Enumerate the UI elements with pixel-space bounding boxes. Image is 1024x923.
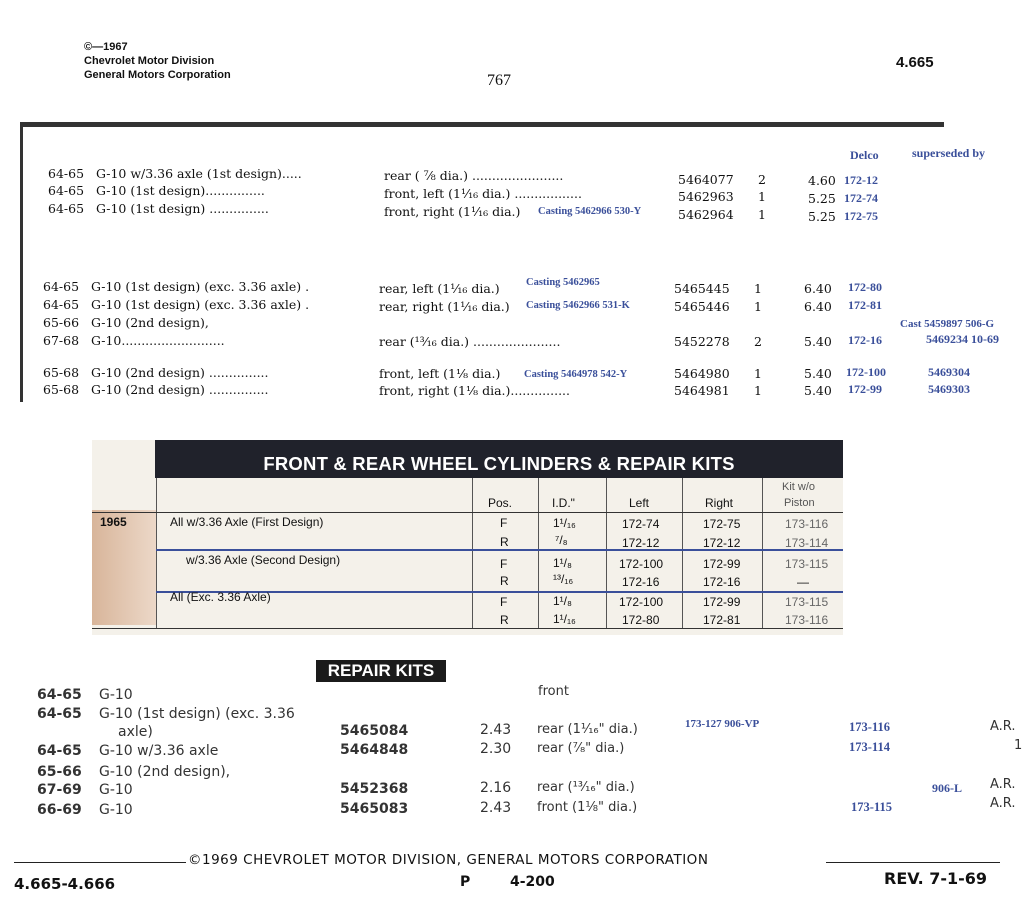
- row-qty: 1: [754, 281, 762, 296]
- row-delco: 172-99: [848, 382, 882, 396]
- wc-group-label: All (Exc. 3.36 Axle): [170, 590, 271, 604]
- row-part-number: 5452278: [674, 334, 730, 349]
- wc-cell: 172-75: [703, 517, 741, 531]
- wc-cell: R: [500, 574, 509, 588]
- rk-note: A.R.: [990, 777, 1016, 792]
- row-delco: 172-16: [848, 333, 882, 347]
- rk-price: 2.30: [480, 741, 512, 757]
- divider: [92, 628, 843, 629]
- footer-page-code: 4-200: [510, 874, 555, 890]
- rk-cast: 173-127 906-VP: [685, 718, 760, 730]
- row-delco: 172-74: [844, 191, 878, 205]
- table-frame-top: [20, 122, 944, 127]
- row-part-number: 5462963: [678, 189, 734, 204]
- wc-cell: ⁷/₈: [555, 533, 568, 547]
- copyright-block: [84, 40, 231, 82]
- row-year: 64-65: [48, 183, 85, 198]
- row-year: 65-68: [43, 365, 80, 380]
- row-position: front, left (1¹⁄₁₆ dia.) .................: [384, 186, 582, 201]
- section-number: 4.665: [896, 54, 934, 71]
- footer-copyright: ©1969 CHEVROLET MOTOR DIVISION, GENERAL MOTORS CORPORATION: [188, 852, 709, 868]
- row-price: 5.25: [808, 209, 836, 224]
- wc-cell: —: [797, 575, 809, 589]
- row-superseded: 5469234 10-69: [926, 332, 999, 346]
- row-qty: 1: [754, 299, 762, 314]
- row-part-number: 5464077: [678, 172, 734, 187]
- rk-price: 2.43: [480, 722, 512, 738]
- rk-year: 65-66: [37, 764, 82, 780]
- divider: [682, 478, 683, 628]
- rk-desc: rear (1¹⁄₁₆" dia.): [537, 722, 638, 737]
- wc-cell: F: [500, 516, 508, 530]
- wc-cell: 172-100: [619, 557, 664, 571]
- col-header-left: Left: [629, 496, 650, 510]
- rk-delco: 173-115: [851, 800, 892, 814]
- row-delco: 172-12: [844, 173, 878, 187]
- wc-cell: 1¹/₁₆: [553, 612, 576, 626]
- row-superseded: 5469303: [928, 382, 970, 396]
- superseded-column-header: superseded by: [912, 146, 986, 160]
- rk-note: 1: [1014, 738, 1023, 753]
- row-model: G-10 w/3.36 axle (1st design).....: [96, 166, 302, 181]
- delco-column-header: Delco: [850, 148, 879, 162]
- rk-part: 5464848: [340, 742, 409, 758]
- rk-delco: 173-116: [849, 720, 890, 734]
- rk-desc: rear (¹³⁄₁₆" dia.): [537, 780, 635, 795]
- wc-cell: R: [500, 613, 509, 627]
- rk-model: G-10: [99, 802, 133, 818]
- row-qty: 1: [758, 207, 766, 222]
- row-model: G-10 (2nd design) ...............: [91, 365, 269, 380]
- rk-desc: rear (⁷⁄₈" dia.): [537, 741, 625, 756]
- row-part-number: 5462964: [678, 207, 734, 222]
- wc-group-label: All w/3.36 Axle (First Design): [170, 515, 324, 529]
- rk-note: A.R.: [990, 719, 1016, 734]
- row-model: G-10 (2nd design),: [91, 315, 209, 330]
- row-price: 5.40: [804, 383, 832, 398]
- wc-year: 1965: [100, 515, 127, 529]
- row-position: front, left (1⅛ dia.): [379, 366, 501, 381]
- row-model: G-10 (1st design) (exc. 3.36 axle) .: [91, 279, 310, 294]
- rk-price: 2.16: [480, 780, 512, 796]
- rk-year: 64-65: [37, 687, 82, 703]
- wc-cell: 172-80: [622, 613, 660, 627]
- row-price: 5.40: [804, 334, 832, 349]
- rk-year: 64-65: [37, 743, 82, 759]
- row-model: G-10 (1st design) (exc. 3.36 axle) .: [91, 297, 310, 312]
- wheel-cylinder-title: FRONT & REAR WHEEL CYLINDERS & REPAIR KITS: [155, 440, 843, 478]
- wc-cell: 1¹/₈: [553, 594, 572, 608]
- wc-cell: 172-12: [622, 536, 660, 550]
- rk-cast: 906-L: [932, 781, 962, 795]
- page-number: 767: [487, 72, 511, 89]
- wc-cell: 1¹/₈: [553, 556, 572, 570]
- rk-desc: front (1⅛" dia.): [537, 800, 638, 815]
- row-delco: 172-100: [846, 365, 886, 379]
- casting-annotation: Casting 5464978 542-Y: [524, 369, 628, 380]
- row-part-number: 5464981: [674, 383, 730, 398]
- wc-cell: 172-16: [622, 575, 660, 589]
- wc-cell: 172-81: [703, 613, 741, 627]
- row-model: G-10 (2nd design) ...............: [91, 382, 269, 397]
- row-position: front, right (1⅛ dia.)...............: [379, 383, 570, 398]
- row-year: 67-68: [43, 333, 80, 348]
- rk-price: 2.43: [480, 800, 512, 816]
- rk-year: 64-65: [37, 706, 82, 722]
- table-frame-left: [20, 122, 23, 402]
- row-price: 4.60: [808, 173, 836, 188]
- footer-rule-left: [14, 862, 186, 863]
- row-part-number: 5465445: [674, 281, 730, 296]
- row-position: rear ( ⁷⁄₈ dia.) .......................: [384, 168, 564, 183]
- casting-annotation: Casting 5462966 530-Y: [538, 206, 642, 217]
- row-qty: 1: [754, 366, 762, 381]
- row-qty: 1: [754, 383, 762, 398]
- col-header-right: Right: [705, 496, 734, 510]
- row-qty: 1: [758, 189, 766, 204]
- wc-group-label: w/3.36 Axle (Second Design): [186, 553, 341, 567]
- wc-cell: 173-116: [785, 517, 829, 531]
- repair-kits-title: REPAIR KITS: [316, 660, 446, 682]
- rk-part: 5452368: [340, 781, 409, 797]
- row-model: G-10 (1st design) ...............: [96, 201, 269, 216]
- footer-section: 4.665-4.666: [14, 875, 116, 893]
- row-year: 64-65: [43, 297, 80, 312]
- superseded-casting: Cast 5459897 506-G: [900, 318, 995, 330]
- footer-rule-right: [826, 862, 1000, 863]
- row-position: front, right (1¹⁄₁₆ dia.): [384, 204, 521, 219]
- row-price: 5.25: [808, 191, 836, 206]
- divider: [606, 478, 607, 628]
- divider: [92, 512, 843, 513]
- divider: [156, 478, 157, 628]
- row-position: rear, left (1¹⁄₁₆ dia.): [379, 281, 500, 296]
- wc-cell: 172-99: [703, 557, 741, 571]
- row-model: G-10..........................: [91, 333, 225, 348]
- wc-cell: 173-115: [785, 557, 829, 571]
- row-year: 64-65: [48, 166, 85, 181]
- row-delco: 172-80: [848, 280, 882, 294]
- wc-cell: 173-114: [785, 536, 829, 550]
- wc-cell: 173-115: [785, 595, 829, 609]
- rk-model: G-10: [99, 782, 133, 798]
- row-price: 6.40: [804, 281, 832, 296]
- rk-part: 5465083: [340, 801, 409, 817]
- col-header-id: I.D.": [552, 496, 575, 510]
- casting-annotation: Casting 5462966 531-K: [526, 300, 630, 311]
- row-qty: 2: [758, 172, 766, 187]
- row-year: 65-68: [43, 382, 80, 397]
- row-model: G-10 (1st design)...............: [96, 183, 265, 198]
- copyright-line: ©—1967: [84, 41, 128, 53]
- footer-revision: REV. 7-1-69: [884, 869, 988, 888]
- footer-page-letter: P: [460, 874, 471, 890]
- wc-cell: 172-74: [622, 517, 660, 531]
- divider: [762, 478, 763, 628]
- wc-cell: 173-116: [785, 613, 829, 627]
- row-superseded: 5469304: [928, 365, 970, 379]
- col-header-kit: Kit w/o: [782, 481, 816, 493]
- rk-desc: front: [538, 684, 569, 699]
- wc-cell: 172-100: [619, 595, 664, 609]
- row-delco: 172-75: [844, 209, 878, 223]
- rk-year: 66-69: [37, 802, 82, 818]
- row-price: 6.40: [804, 299, 832, 314]
- row-year: 65-66: [43, 315, 80, 330]
- rk-part: 5465084: [340, 723, 409, 739]
- divider: [538, 478, 539, 628]
- rk-year: 67-69: [37, 782, 82, 798]
- rk-model: G-10 w/3.36 axle: [99, 743, 219, 759]
- row-position: rear, right (1¹⁄₁₆ dia.): [379, 299, 510, 314]
- copyright-line: Chevrolet Motor Division: [84, 55, 215, 67]
- wc-cell: F: [500, 557, 508, 571]
- row-price: 5.40: [804, 366, 832, 381]
- row-year: 64-65: [43, 279, 80, 294]
- rk-model: axle): [118, 724, 153, 740]
- row-position: rear (¹³⁄₁₆ dia.) ......................: [379, 334, 561, 349]
- col-header-piston: Piston: [784, 497, 815, 509]
- col-header-pos: Pos.: [488, 496, 513, 510]
- wc-cell: ¹³/₁₆: [553, 572, 574, 586]
- wc-cell: 172-12: [703, 536, 741, 550]
- row-qty: 2: [754, 334, 762, 349]
- wc-cell: F: [500, 595, 508, 609]
- divider: [472, 478, 473, 628]
- rk-note: A.R.: [990, 796, 1016, 811]
- row-part-number: 5465446: [674, 299, 730, 314]
- copyright-line: General Motors Corporation: [84, 69, 231, 81]
- rk-model: G-10 (2nd design),: [99, 764, 231, 780]
- row-part-number: 5464980: [674, 366, 730, 381]
- wc-cell: 172-99: [703, 595, 741, 609]
- rk-delco: 173-114: [849, 740, 890, 754]
- wc-cell: R: [500, 535, 509, 549]
- rk-model: G-10: [99, 687, 133, 703]
- wc-cell: 1¹/₁₆: [553, 516, 576, 530]
- casting-annotation: Casting 5462965: [526, 277, 600, 288]
- rk-model: G-10 (1st design) (exc. 3.36: [99, 706, 295, 722]
- row-delco: 172-81: [848, 298, 882, 312]
- wc-cell: 172-16: [703, 575, 741, 589]
- row-year: 64-65: [48, 201, 85, 216]
